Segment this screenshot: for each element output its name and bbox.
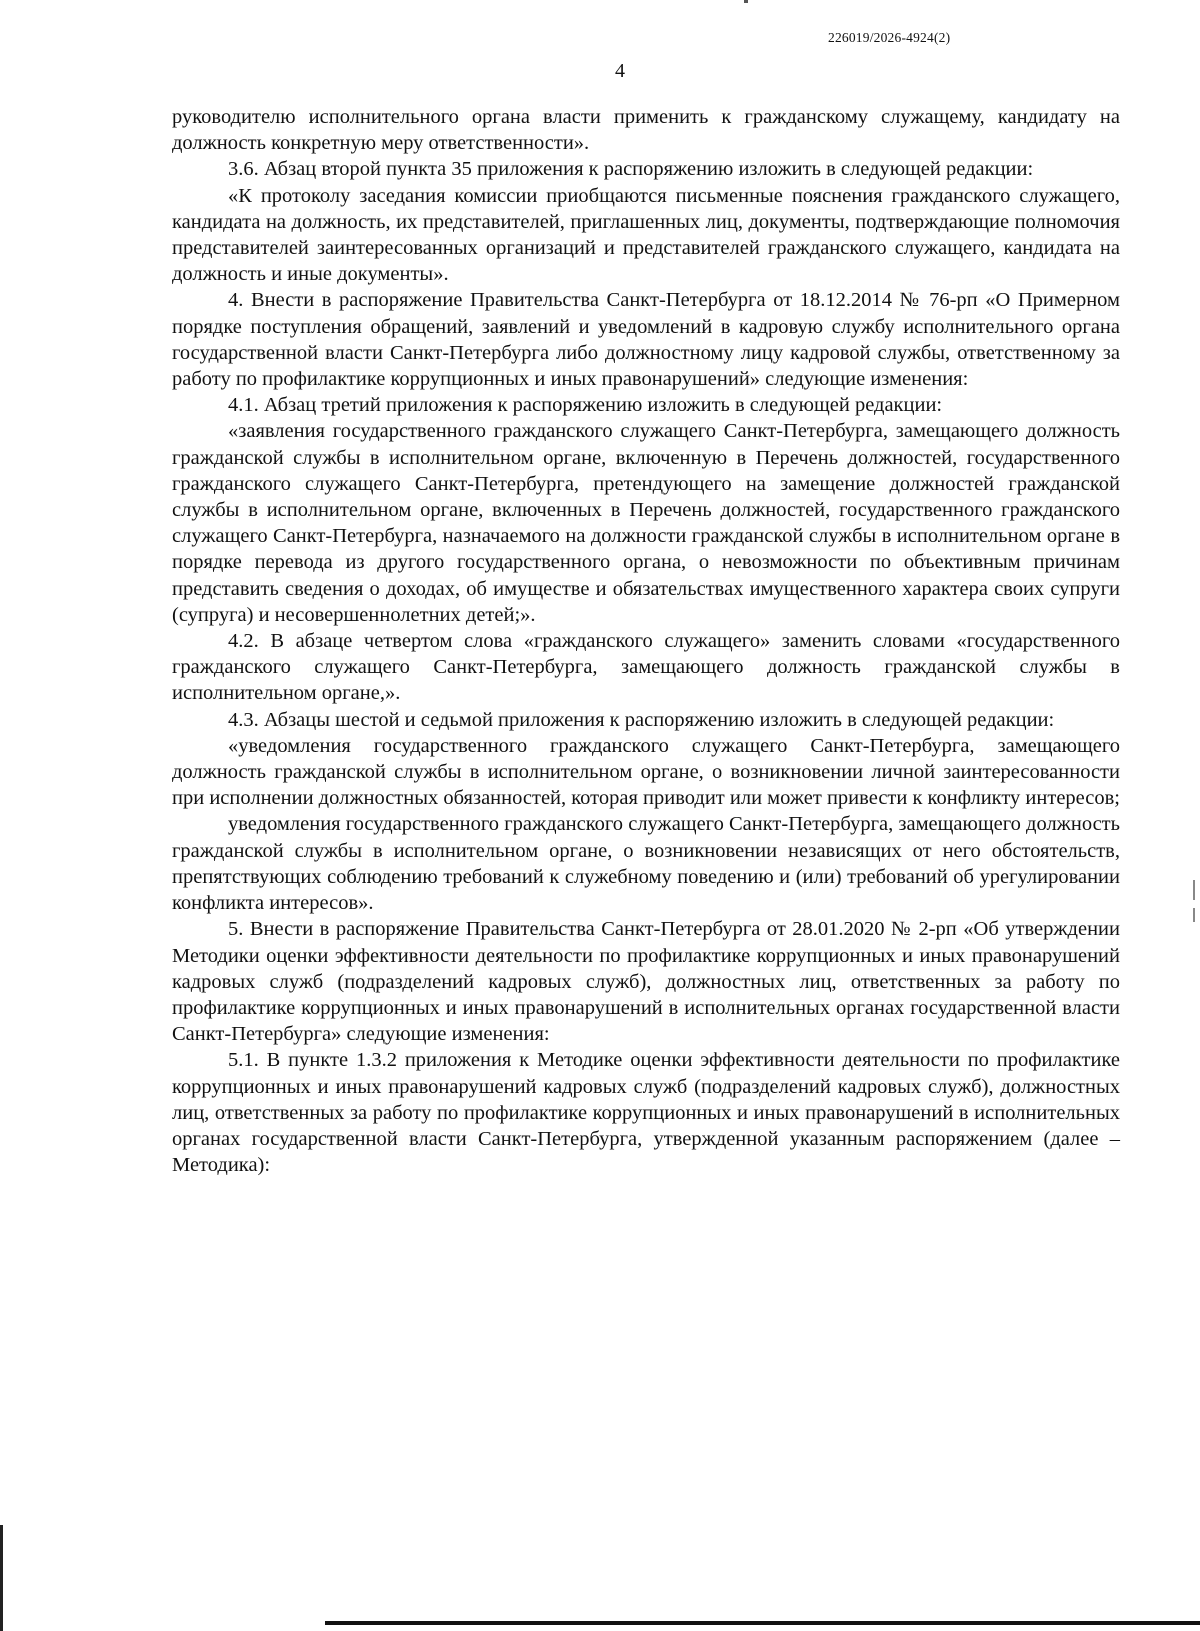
paragraph-item-3-6: 3.6. Абзац второй пункта 35 приложения к распоряжению изложить в следующей редакции: — [228, 158, 1034, 181]
paragraph-continuation: руководителю исполнительного органа власти применить к гражданскому служащему, кандидату на должность конкретную меру ответственности». — [172, 106, 1120, 155]
paragraph-item-4-3: 4.3. Абзацы шестой и седьмой приложения к распоряжению изложить в следующей редакции: — [228, 708, 1055, 731]
paragraph-quote-notification-1: «уведомления государственного гражданского служащего Санкт-Петербурга, замещающего должность гражданской службы в исполнительном органе, о возникновении личной заинтересованности при исполнении должностных обязанностей, которая приводит или может привести к конфликту интересов; — [172, 734, 1121, 810]
paragraph-quote-protocol: «К протоколу заседания комиссии приобщаются письменные пояснения гражданского служащего, кандидата на должность, их представителей, приглашенных лиц, документы, подтверждающие полномочия представителей заинтересованных организаций и представителей гражданского служащего, кандидата на должность и иные документы». — [172, 184, 1120, 286]
page-number: 4 — [615, 60, 625, 82]
scan-artifact-right-2 — [1193, 908, 1195, 922]
document-body — [172, 104, 1120, 1178]
scan-artifact-right-1 — [1193, 880, 1195, 900]
paragraph-item-4: 4. Внести в распоряжение Правительства Санкт-Петербурга от 18.12.2014 № 76-рп «О Примерном порядке поступления обращений, заявлений и уведомлений в кадровую службу исполнительного органа государственной власти Санкт-Петербурга либо должностному лицу кадровой службы, ответственному за работу по профилактике коррупционных и иных правонарушений» следующие изменения: — [172, 289, 1120, 391]
paragraph-item-4-1: 4.1. Абзац третий приложения к распоряжению изложить в следующей редакции: — [228, 394, 943, 417]
paragraph-item-5-1: 5.1. В пункте 1.3.2 приложения к Методике оценки эффективности деятельности по профилактике коррупционных и иных правонарушений кадровых служб (подразделений кадровых служб), должностных лиц, ответственных за работу по профилактике коррупционных и иных правонарушений в исполнительных органах государственной власти Санкт-Петербурга, утвержденной указанным распоряжением (далее – Методика): — [172, 1049, 1120, 1177]
document-registration-number: 226019/2026-4924(2) — [828, 30, 951, 45]
paragraph-quote-statements: «заявления государственного гражданского служащего Санкт-Петербурга, замещающего должность гражданской службы в исполнительном органе, включенную в Перечень должностей, государственного гражданского служащего Санкт-Петербурга, претендующего на замещение должностей гражданской службы в исполнительном органе, включенных в Перечень должностей, государственного гражданского служащего Санкт-Петербурга, назначаемого на должности гражданской службы в исполнительном органе в порядке перевода из другого государственного органа, о невозможности по объективным причинам представить сведения о доходах, об имуществе и обязательствах имущественного характера своих супруги (супруга) и несовершеннолетних детей;». — [172, 420, 1120, 626]
scan-artifact-top — [744, 0, 748, 3]
paragraph-item-4-2: 4.2. В абзаце четвертом слова «гражданского служащего» заменить словами «государственного гражданского служащего Санкт-Петербурга, замещающего должность гражданской службы в исполнительном органе,». — [172, 630, 1120, 705]
paragraph-item-5: 5. Внести в распоряжение Правительства Санкт-Петербурга от 28.01.2020 № 2-рп «Об утверждении Методики оценки эффективности деятельности по профилактике коррупционных и иных правонарушений кадровых служб (подразделений кадровых служб), должностных лиц, ответственных за работу по профилактике коррупционных и иных правонарушений в исполнительных органах государственной власти Санкт-Петербурга» следующие изменения: — [172, 918, 1120, 1046]
scan-artifact-left-edge — [0, 1525, 3, 1631]
scan-artifact-bottom-line — [325, 1621, 1200, 1625]
paragraph-quote-notification-2: уведомления государственного гражданского служащего Санкт-Петербурга, замещающего должность гражданской службы в исполнительном органе, о возникновении независящих от него обстоятельств, препятствующих соблюдению требований к служебному поведению и (или) требований об урегулировании конфликта интересов». — [172, 813, 1120, 915]
